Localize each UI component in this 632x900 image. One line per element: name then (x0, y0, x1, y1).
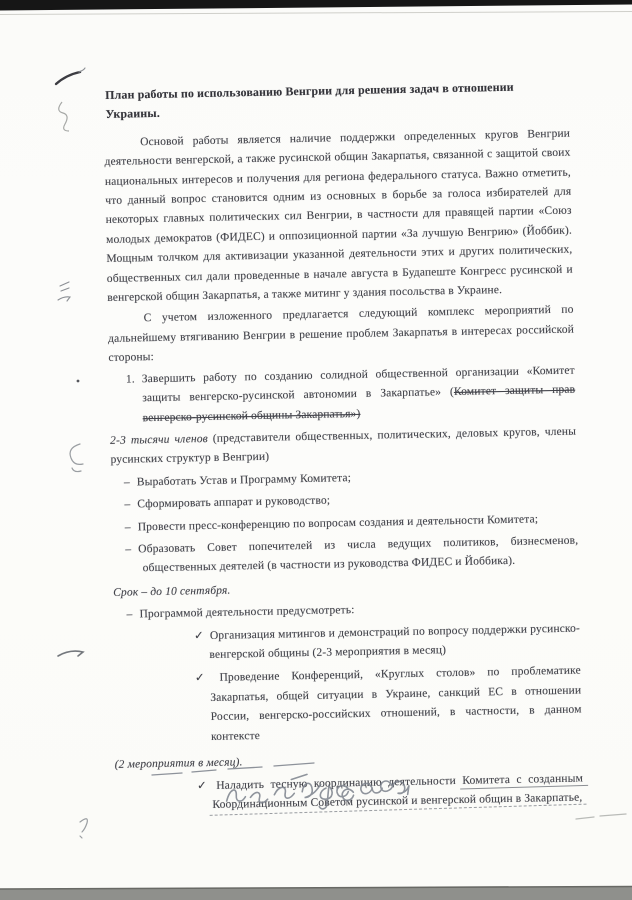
checkmark-icon: ✓ (193, 630, 205, 643)
pen-underlined-dashed-text: Координационным Советом русинской и венгерской общин в Закарпатье, (212, 791, 583, 812)
scanner-bottom-bar (0, 887, 632, 900)
dash-item-text: Сформировать аппарат и руководство; (137, 494, 331, 511)
program-heading-text: Программой деятельности предусмотреть: (139, 604, 355, 621)
pen-mark-c-curl (70, 444, 83, 472)
dash-bullet: – (123, 476, 130, 489)
pen-mark-curl (59, 102, 69, 131)
paragraph-intro: Основой работы является наличие поддержки определенных кругов Венгрии деятельности венгерской, а также русинской общин Закарпатья, связанной с защитой своих национальных интересов и получения для региона федерального статуса. Важно отметить, что данный вопрос становится одним из основных в борьбе за голоса избирателей для некоторых главных политических сил Венгрии, в частности для правящей партии «Союз молодых демократов (ФИДЕС) и оппозиционной партии «За лучшую Венгрию» (Йоббик). Мощным толчком для активизации указанной деятельности этих и других политических, общественных сил дали проведенные в начале августа в Будапеште Конгресс русинской и венгерской общин Закарпатья, а также митинг у здания посольства в Украине. (104, 127, 573, 305)
members-description: (представители общественных, политических, деловых кругов, члены русинских структур в Венгрии) (110, 425, 577, 467)
deadline-line: Срок – до 10 сентября. (113, 584, 231, 599)
paragraph-proposal: С учетом изложенного предлагается следующий комплекс мероприятий по дальнейшему втягиванию Венгрии в решение проблем Закарпатья в интересах российской стороны: (107, 304, 575, 365)
dash-bullet: – (124, 498, 131, 511)
dash-bullet: – (126, 608, 133, 621)
document-body (103, 77, 584, 818)
dash-bullet: – (124, 521, 131, 534)
check-item (194, 662, 582, 747)
pen-underlined-text: Комитета с созданным (462, 772, 584, 787)
dash-item-text: Выработать Устав и Программу Комитета; (136, 471, 352, 489)
dash-bullet: – (125, 543, 132, 556)
members-count-italic: 2-3 тысячи членов (110, 432, 208, 447)
pen-mark-dash (58, 651, 83, 656)
pen-mark-top-stroke (56, 68, 85, 84)
check-item-text: Наладить тесную координацию деятельности (216, 774, 463, 792)
checkmark-icon: ✓ (196, 779, 211, 793)
check-item-text: Проведение Конференций, «Круглых столов» по проблематике Закарпатья, общей ситуации в Украине, санкций ЕС в отношении России, венгерско-российских отношений, в частности, в данном контексте (210, 664, 582, 743)
numbered-item-1 (125, 361, 576, 428)
document-title: План работы по использованию Венгрии для решения задач в отношении Украины. (105, 79, 514, 122)
dash-item-text: Образовать Совет попечителей из числа ведущих политиков, бизнесменов, общественных деятелей (в частности из руководства ФИДЕС и Йоббика). (138, 534, 579, 575)
scanner-top-line (0, 12, 632, 15)
numbered-item-text: Завершить работу по созданию солидной общественной организации «Комитет защиты венгерско-русинской автономии в Закарпатье» ( (141, 364, 575, 405)
faint-right-dashes (576, 814, 626, 819)
scanner-bottom-line (0, 887, 632, 890)
frequency-note: (2 мероприятия в месяц). (114, 756, 243, 771)
pen-mark-dot (77, 380, 80, 383)
dash-item (125, 531, 579, 579)
scanner-top-bar (0, 0, 632, 11)
checkmark-icon: ✓ (194, 672, 214, 685)
struck-through-text: Комитет защиты прав венгерско-русинской общины Закарпатья») (142, 383, 576, 424)
pen-mark-double-tick (58, 282, 70, 301)
check-item-text: Организация митингов и демонстраций по вопросу поддержки русинско-венгерской общины (2-3 мероприятия в месяц) (209, 622, 581, 662)
members-line (110, 422, 577, 470)
item-number: 1. (125, 373, 135, 386)
pen-mark-question-curl (80, 819, 87, 838)
check-item (193, 620, 581, 666)
dash-item-text: Провести пресс-конференцию по вопросам создания и деятельности Комитета; (137, 512, 539, 533)
